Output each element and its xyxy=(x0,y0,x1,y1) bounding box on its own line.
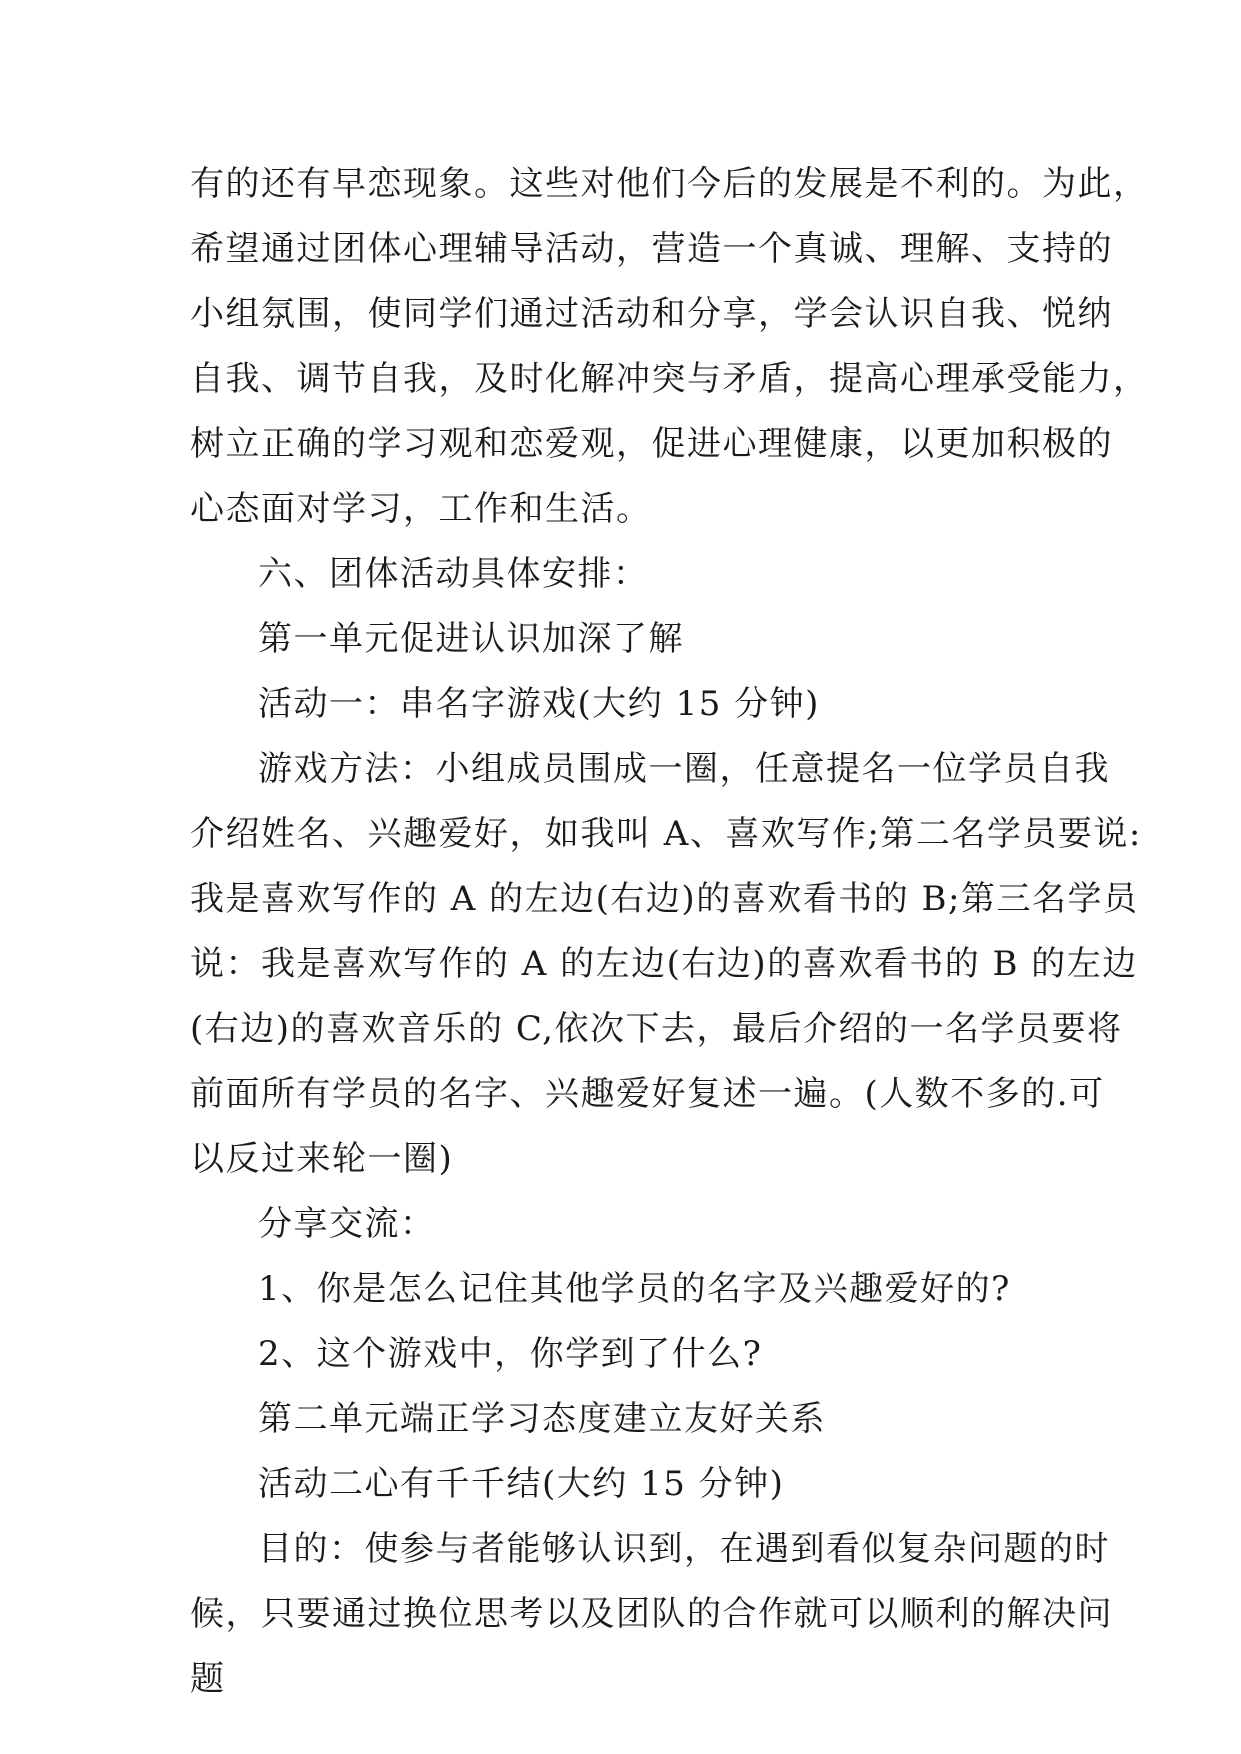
section-heading: 六、团体活动具体安排： xyxy=(258,554,649,594)
unit-title: 第二单元端正学习态度建立友好关系 xyxy=(258,1399,826,1439)
text-line: 有的还有早恋现象。这些对他们今后的发展是不利的。为此， xyxy=(190,164,1149,204)
text-line: 前面所有学员的名字、兴趣爱好复述一遍。(人数不多的.可 xyxy=(190,1074,1105,1114)
text-line: 说：我是喜欢写作的 A 的左边(右边)的喜欢看书的 B 的左边 xyxy=(190,944,1138,984)
text-line: 小组氛围，使同学们通过活动和分享，学会认识自我、悦纳 xyxy=(190,294,1113,334)
text-line: 我是喜欢写作的 A 的左边(右边)的喜欢看书的 B;第三名学员 xyxy=(190,879,1139,919)
question-item: 1、你是怎么记住其他学员的名字及兴趣爱好的? xyxy=(258,1269,1011,1309)
share-heading: 分享交流： xyxy=(258,1204,436,1244)
text-line: 心态面对学习，工作和生活。 xyxy=(190,489,652,529)
unit-title: 第一单元促进认识加深了解 xyxy=(258,619,684,659)
text-line: 介绍姓名、兴趣爱好，如我叫 A、喜欢写作;第二名学员要说: xyxy=(190,814,1142,854)
text-line: 树立正确的学习观和恋爱观，促进心理健康，以更加积极的 xyxy=(190,424,1113,464)
text-line: 题 xyxy=(190,1659,226,1699)
activity-title: 活动二心有千千结(大约 15 分钟) xyxy=(258,1464,785,1504)
document-page xyxy=(190,152,1149,1712)
text-line: 游戏方法：小组成员围成一圈，任意提名一位学员自我 xyxy=(258,749,1110,789)
text-line: 希望通过团体心理辅导活动，营造一个真诚、理解、支持的 xyxy=(190,229,1113,269)
text-line: 候，只要通过换位思考以及团队的合作就可以顺利的解决问 xyxy=(190,1594,1113,1634)
text-line: 自我、调节自我，及时化解冲突与矛盾，提高心理承受能力， xyxy=(190,359,1149,399)
activity-title: 活动一：串名字游戏(大约 15 分钟) xyxy=(258,684,820,724)
text-line: (右边)的喜欢音乐的 C,依次下去，最后介绍的一名学员要将 xyxy=(190,1009,1123,1049)
question-item: 2、这个游戏中，你学到了什么? xyxy=(258,1334,763,1374)
text-line: 目的：使参与者能够认识到，在遇到看似复杂问题的时 xyxy=(258,1529,1110,1569)
text-line: 以反过来轮一圈) xyxy=(190,1139,454,1179)
